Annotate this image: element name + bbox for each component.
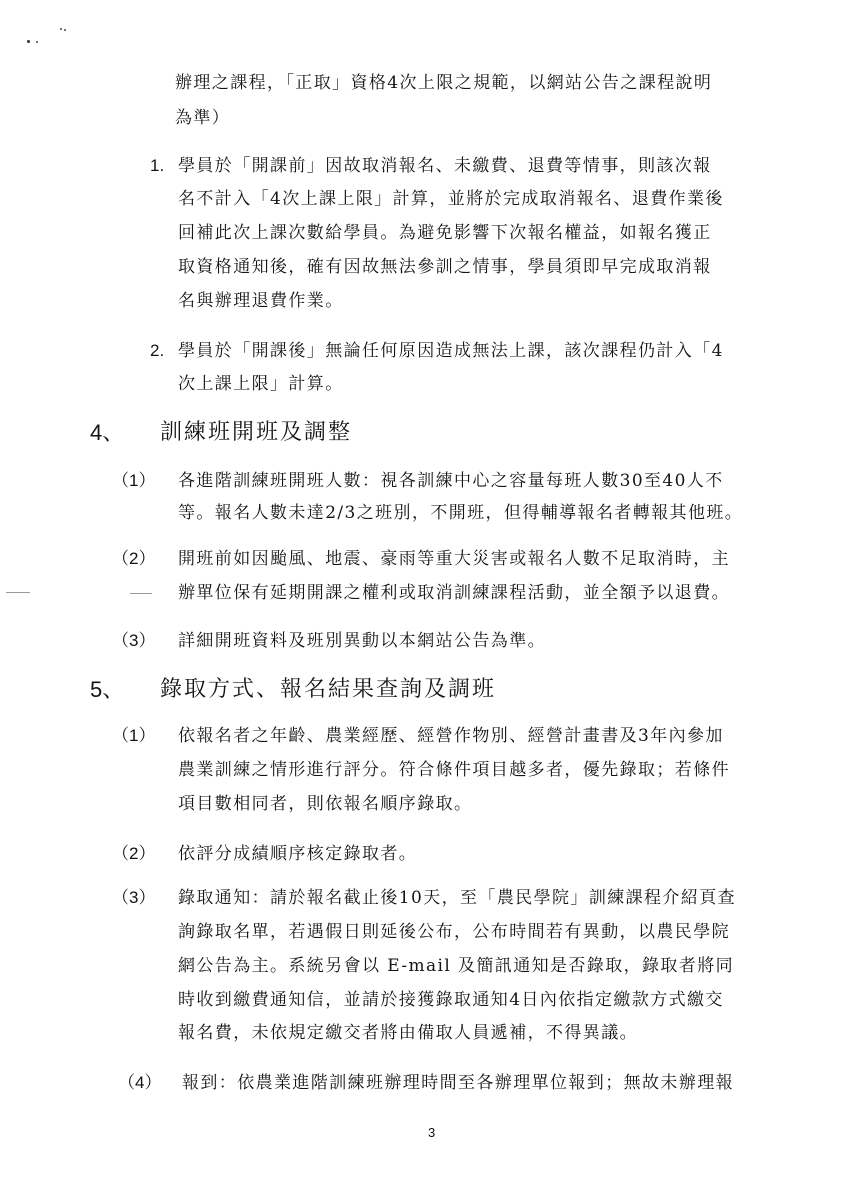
intro-line: 為準） <box>175 108 231 128</box>
list-item-line: 各進階訓練班開班人數：視各訓練中心之容量每班人數30至40人不 <box>178 471 724 491</box>
section-number: 4、 <box>90 420 125 445</box>
page-number: 3 <box>428 1125 436 1140</box>
list-item-line: 詳細開班資料及班別異動以本網站公告為準。 <box>178 631 546 651</box>
list-item-line: 辦單位保有延期開課之權利或取消訓練課程活動，並全額予以退費。 <box>178 583 730 603</box>
list-item-number: （4） <box>118 1073 162 1092</box>
list-item-line: 次上課上限」計算。 <box>178 374 344 394</box>
list-item-number: （2） <box>112 844 156 863</box>
list-item-line: 依評分成績順序核定錄取者。 <box>178 844 418 864</box>
list-item-line: 報到：依農業進階訓練班辦理時間至各辦理單位報到；無故未辦理報 <box>182 1073 734 1093</box>
list-item-line: 依報名者之年齡、農業經歷、經營作物別、經營計畫書及3年內參加 <box>178 726 724 746</box>
section-heading: 錄取方式、報名結果查詢及調班 <box>160 677 497 702</box>
list-item-line: 名與辦理退費作業。 <box>178 291 344 311</box>
list-item-number: 1. <box>150 156 165 175</box>
list-item-line: 學員於「開課前」因故取消報名、未繳費、退費等情事，則該次報 <box>178 156 712 176</box>
list-item-line: 回補此次上課次數給學員。為避免影響下次報名權益，如報名獲正 <box>178 223 712 243</box>
list-item-line: 取資格通知後，確有因故無法參訓之情事，學員須即早完成取消報 <box>178 257 712 277</box>
list-item-number: （2） <box>112 549 156 568</box>
scan-speck <box>36 41 38 43</box>
list-item-line: 開班前如因颱風、地震、豪雨等重大災害或報名人數不足取消時，主 <box>178 549 730 569</box>
list-item-number: （3） <box>112 631 156 650</box>
intro-line: 辦理之課程，「正取」資格4次上限之規範，以網站公告之課程說明 <box>175 73 713 93</box>
list-item-line: 項目數相同者，則依報名順序錄取。 <box>178 794 473 814</box>
list-item-line: 錄取通知：請於報名截止後10天，至「農民學院」訓練課程介紹頁查 <box>178 888 737 908</box>
list-item-number: （1） <box>112 471 156 490</box>
list-item-line: 時收到繳費通知信，並請於接獲錄取通知4日內依指定繳款方式繳交 <box>178 990 724 1010</box>
scan-speck <box>27 40 30 43</box>
list-item-line: 名不計入「4次上課上限」計算，並將於完成取消報名、退費作業後 <box>178 189 724 209</box>
scan-speck <box>64 29 66 31</box>
section-number: 5、 <box>90 677 125 702</box>
section-heading: 訓練班開班及調整 <box>160 420 353 445</box>
scan-speck <box>60 28 62 30</box>
list-item-number: 2. <box>150 341 165 360</box>
list-item-line: 報名費，未依規定繳交者將由備取人員遞補，不得異議。 <box>178 1023 638 1043</box>
list-item-line: 農業訓練之情形進行評分。符合條件項目越多者，優先錄取；若條件 <box>178 760 730 780</box>
scan-speck <box>130 593 152 594</box>
list-item-number: （1） <box>112 726 156 745</box>
scan-speck <box>6 592 30 593</box>
list-item-line: 網公告為主。系統另會以 E-mail 及簡訊通知是否錄取，錄取者將同 <box>178 956 735 976</box>
list-item-line: 等。報名人數未達2/3之班別，不開班，但得輔導報名者轉報其他班。 <box>178 503 744 523</box>
list-item-line: 詢錄取名單，若遇假日則延後公布，公布時間若有異動，以農民學院 <box>178 922 730 942</box>
list-item-line: 學員於「開課後」無論任何原因造成無法上課，該次課程仍計入「4 <box>178 341 724 361</box>
list-item-number: （3） <box>112 888 156 907</box>
